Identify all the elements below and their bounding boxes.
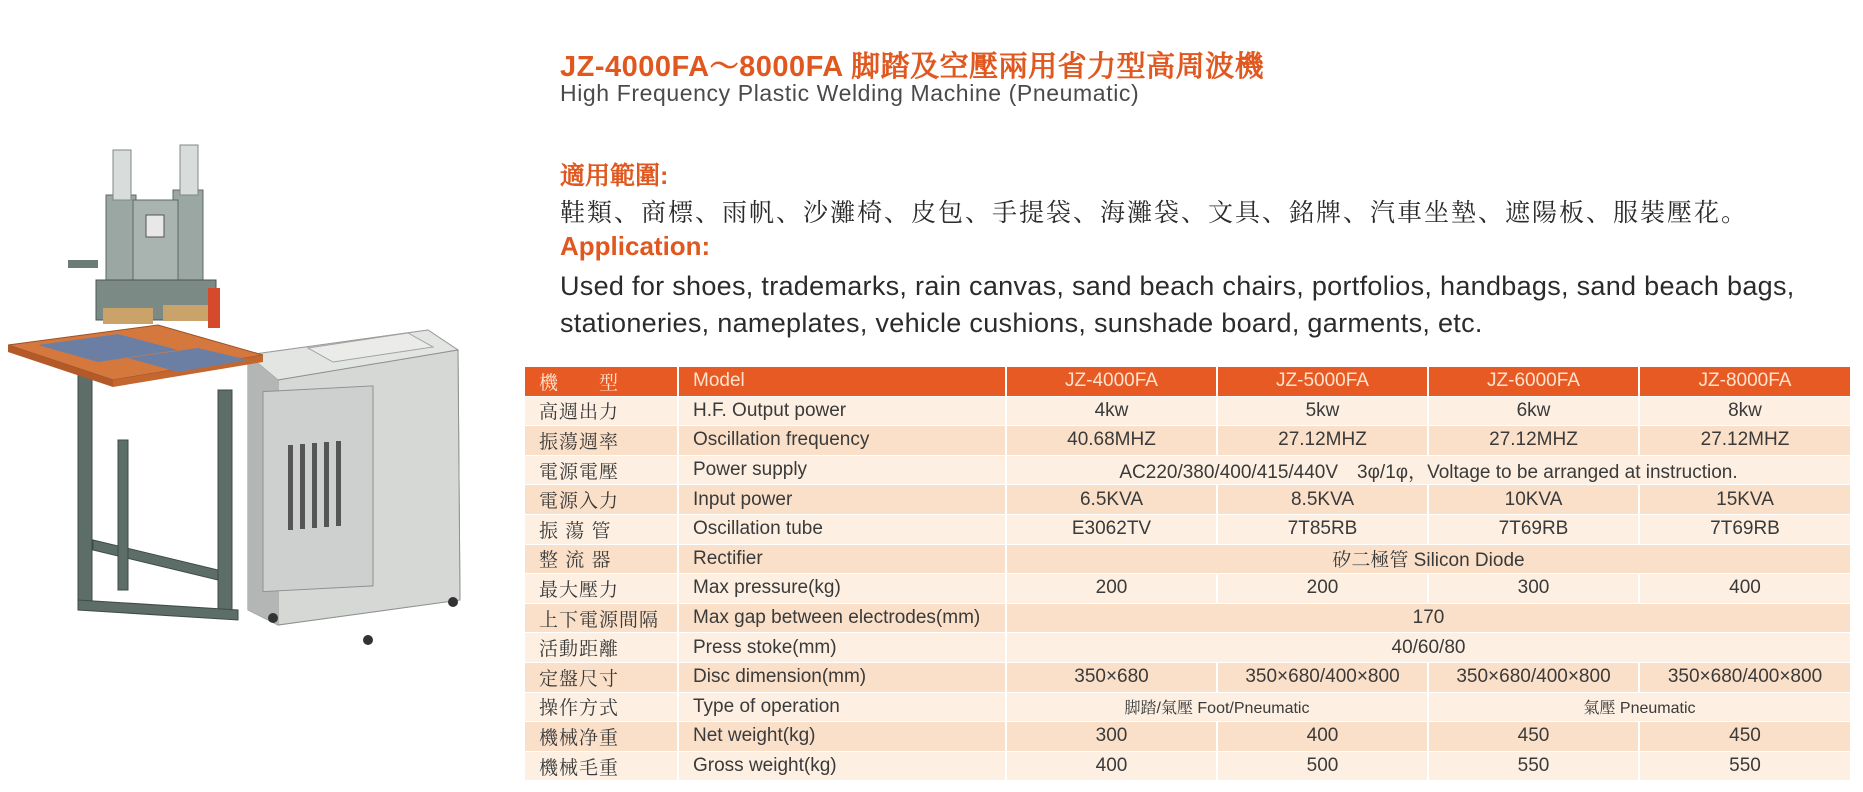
row-en-label: Rectifier [678, 544, 1006, 574]
application-zh-heading: 適用範圍: [560, 162, 669, 190]
cell-value: 450 [1428, 722, 1639, 752]
cell-value-span: 40/60/80 [1006, 633, 1850, 663]
cell-value: 7T69RB [1639, 514, 1850, 544]
machine-illustration [8, 140, 463, 660]
row-zh-label: 定盤尺寸 [525, 662, 678, 692]
spec-row-power-supply [525, 455, 1850, 485]
cell-value: 400 [1639, 574, 1850, 604]
cell-value: 5kw [1217, 396, 1428, 426]
row-en-label: H.F. Output power [678, 396, 1006, 426]
application-en-heading: Application: [560, 231, 711, 261]
spec-row-press-stroke [525, 633, 1850, 663]
cell-value: 350×680/400×800 [1428, 662, 1639, 692]
row-zh-label: 最大壓力 [525, 574, 678, 604]
cell-value: 350×680/400×800 [1217, 662, 1428, 692]
spec-row-oscillation-frequency [525, 426, 1850, 456]
cell-value: 4kw [1006, 396, 1217, 426]
cell-value-span: 170 [1006, 603, 1850, 633]
cell-value: 450 [1639, 722, 1850, 752]
cell-value: 6kw [1428, 396, 1639, 426]
spec-row-max-pressure [525, 574, 1850, 604]
row-en-label: Type of operation [678, 692, 1006, 722]
cell-value-half: 脚踏/氣壓 Foot/Pneumatic [1006, 692, 1428, 722]
row-en-label: Net weight(kg) [678, 722, 1006, 752]
cell-value: 7T85RB [1217, 514, 1428, 544]
model-name: JZ-8000FA [1639, 367, 1850, 396]
press-stand [78, 370, 238, 620]
application-zh-text: 鞋類、商標、雨帆、沙灘椅、皮包、手提袋、海灘袋、文具、銘牌、汽車坐墊、遮陽板、服裝壓花。 [560, 199, 1749, 227]
row-zh-label: 機械毛重 [525, 751, 678, 781]
row-zh-label: 整 流 器 [525, 544, 678, 574]
work-table [8, 325, 263, 387]
cell-value: 27.12MHZ [1639, 426, 1850, 456]
cell-value-half: 氣壓 Pneumatic [1428, 692, 1850, 722]
row-en-label: Max gap between electrodes(mm) [678, 603, 1006, 633]
spec-row-gross-weight [525, 751, 1850, 781]
cell-value: 8kw [1639, 396, 1850, 426]
cell-value: E3062TV [1006, 514, 1217, 544]
page-subtitle: High Frequency Plastic Welding Machine (Pneumatic) [560, 80, 1140, 106]
row-en-label: Power supply [678, 455, 1006, 485]
spec-row-oscillation-tube [525, 514, 1850, 544]
row-zh-label: 機械净重 [525, 722, 678, 752]
model-name: JZ-6000FA [1428, 367, 1639, 396]
cell-value: 200 [1006, 574, 1217, 604]
row-en-label: Max pressure(kg) [678, 574, 1006, 604]
cell-value: 350×680/400×800 [1639, 662, 1850, 692]
page-title: JZ-4000FA～8000FA 脚踏及空壓兩用省力型高周波機 [560, 51, 1265, 83]
row-en-label: Press stoke(mm) [678, 633, 1006, 663]
spec-header-row [525, 367, 1850, 396]
cell-value: 550 [1428, 751, 1639, 781]
cell-value: 27.12MHZ [1217, 426, 1428, 456]
spec-row-output-power [525, 396, 1850, 426]
spec-row-electrode-gap [525, 603, 1850, 633]
row-zh-label: 高週出力 [525, 396, 678, 426]
row-zh-label: 活動距離 [525, 633, 678, 663]
row-zh-label: 振蕩週率 [525, 426, 678, 456]
cell-value: 300 [1428, 574, 1639, 604]
spec-table [525, 367, 1850, 781]
application-en-text: Used for shoes, trademarks, rain canvas, sand beach chairs, portfolios, handbags, sand beach bags, stationeries, nameplates, vehicle cushions, sunshade board, garments, etc. [560, 271, 1795, 338]
cell-value: 8.5KVA [1217, 485, 1428, 515]
spec-row-disc-dimension [525, 662, 1850, 692]
row-en-label: Oscillation tube [678, 514, 1006, 544]
row-zh-label: 電源電壓 [525, 455, 678, 485]
cell-value: 7T69RB [1428, 514, 1639, 544]
cell-value: 300 [1006, 722, 1217, 752]
spec-row-input-power [525, 485, 1850, 515]
cell-value: 400 [1006, 751, 1217, 781]
cell-value-span: 矽二極管 Silicon Diode [1006, 544, 1850, 574]
cell-value: 27.12MHZ [1428, 426, 1639, 456]
cell-value: 550 [1639, 751, 1850, 781]
row-en-label: Disc dimension(mm) [678, 662, 1006, 692]
model-name: JZ-5000FA [1217, 367, 1428, 396]
cell-value: 10KVA [1428, 485, 1639, 515]
spec-row-rectifier [525, 544, 1850, 574]
header-zh: 機 型 [525, 367, 678, 396]
row-en-label: Gross weight(kg) [678, 751, 1006, 781]
cell-value: 350×680 [1006, 662, 1217, 692]
generator-cabinet [248, 330, 460, 645]
row-en-label: Input power [678, 485, 1006, 515]
cell-value-span: AC220/380/400/415/440V 3φ/1φ，Voltage to be arranged at instruction. [1006, 455, 1850, 485]
press-heads [68, 145, 220, 328]
cell-value: 15KVA [1639, 485, 1850, 515]
row-zh-label: 操作方式 [525, 692, 678, 722]
row-zh-label: 電源入力 [525, 485, 678, 515]
row-zh-label: 振 蕩 管 [525, 514, 678, 544]
cell-value: 500 [1217, 751, 1428, 781]
cell-value: 40.68MHZ [1006, 426, 1217, 456]
model-name: JZ-4000FA [1006, 367, 1217, 396]
cell-value: 200 [1217, 574, 1428, 604]
spec-row-net-weight [525, 722, 1850, 752]
row-zh-label: 上下電源間隔 [525, 603, 678, 633]
row-en-label: Oscillation frequency [678, 426, 1006, 456]
header-en: Model [678, 367, 1006, 396]
spec-row-operation-type [525, 692, 1850, 722]
cell-value: 6.5KVA [1006, 485, 1217, 515]
cell-value: 400 [1217, 722, 1428, 752]
